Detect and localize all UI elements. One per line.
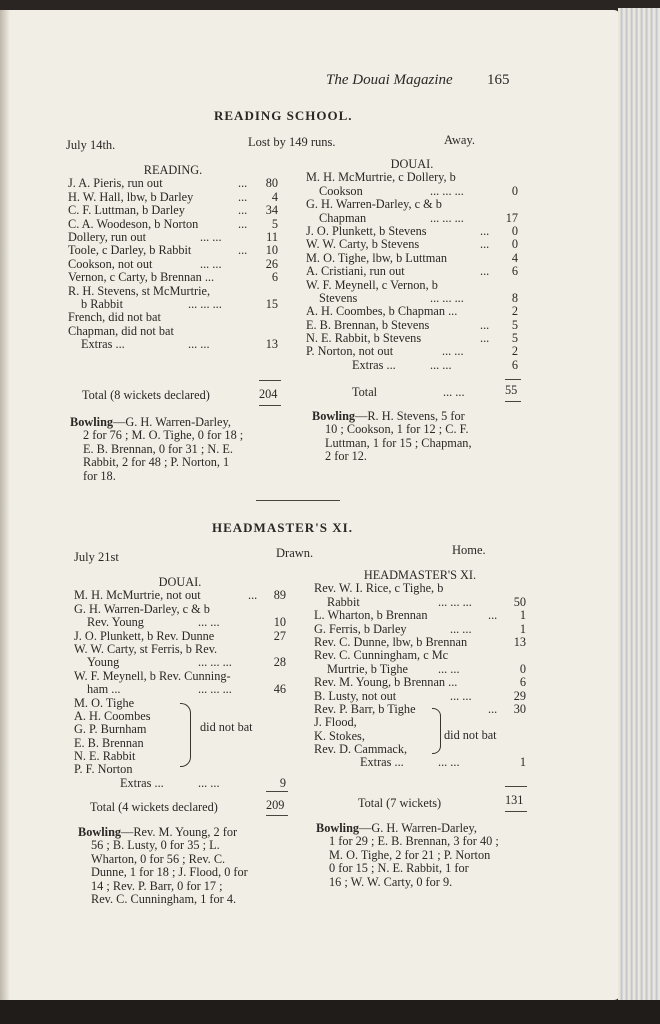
team-name: DOUAI. [158,575,202,589]
bowling-line: M. O. Tighe, 2 for 21 ; P. Norton [329,847,491,862]
bowling-label: Bowling [312,409,356,423]
leader-dots: ... ... ... [430,183,464,198]
batting-line [306,185,518,198]
runs-value: 34 [265,203,278,218]
bowling-line: for 18. [83,468,116,483]
batsman-entry: A. H. Coombes, b Chapman ... [306,304,458,319]
bowling-line: Rev. C. Cunningham, 1 for 4. [91,892,237,907]
bowling-line: —G. H. Warren-Darley, [359,821,477,835]
page-number: 165 [487,72,510,88]
batsman-entry: Rev. W. I. Rice, c Tighe, b [314,581,444,596]
batsman-entry: N. E. Rabbit, b Stevens [306,331,422,346]
batting-line [68,258,278,271]
match1-right-innings [306,158,518,372]
leader-dots: ... ... [442,344,464,359]
leader-dots: ... ... ... [430,210,464,225]
batting-line [314,596,526,609]
batting-line [314,756,526,769]
leader-dots: ... [480,317,490,332]
batting-line [74,630,286,643]
match1-right-total-label: Total [352,385,378,399]
batsman-entry: M. O. Tighe, lbw, b Luttman [306,250,447,265]
batting-line [314,743,526,756]
batsman-entry: Rev. C. Dunne, lbw, b Brennan [314,634,468,649]
runs-value: 5 [271,216,278,231]
runs-value: 5 [511,317,518,332]
runs-value: 0 [519,661,526,676]
runs-value: 4 [271,189,278,204]
batting-line [74,589,286,602]
bowling-line: Wharton, 0 for 56 ; Rev. C. [91,851,226,866]
batsman-entry: Rabbit [327,594,360,609]
batting-line [68,338,278,351]
batting-line [74,656,286,669]
batting-line [74,777,286,790]
runs-value: 9 [279,775,286,790]
bowling-line: 10 ; Cookson, 1 for 12 ; C. F. [325,422,469,437]
batting-line [306,252,518,265]
runs-value: 80 [265,176,278,191]
runs-value: 46 [273,682,286,697]
bowling-line: Luttman, 1 for 15 ; Chapman, [325,435,472,450]
batting-line [68,204,278,217]
batsman-entry: W. F. Meynell, b Rev. Cunning- [74,668,231,683]
batsman-entry: G. H. Warren-Darley, c & b [306,197,442,212]
runs-value: 6 [519,675,526,690]
batsman-entry: L. Wharton, b Brennan [314,608,428,623]
batsman-entry: Rev. D. Cammack, [314,742,408,757]
batsman-entry: C. A. Woodeson, b Norton [68,216,199,231]
batsman-entry: N. E. Rabbit [74,749,136,764]
batsman-entry: W. W. Carty, b Stevens [306,237,420,252]
leader-dots: ... ... [200,256,222,271]
bowling-line: —G. H. Warren-Darley, [113,415,231,429]
batting-line [306,332,518,345]
batting-line [74,616,286,629]
bowling-line: Rabbit, 2 for 48 ; P. Norton, 1 [83,455,230,470]
batting-line [314,636,526,649]
batsman-entry: Rev. Young [87,615,144,630]
match2-right-bowling [316,822,528,889]
leader-dots: ... [248,588,258,603]
batsman-entry: M. H. McMurtrie, not out [74,588,201,603]
leader-dots: ... [488,701,498,716]
bowling-line: 2 for 12. [325,449,368,464]
batsman-entry: K. Stokes, [314,728,365,743]
batsman-entry: B. Lusty, not out [314,688,397,703]
batsman-entry: Chapman [319,210,367,225]
total-rule [259,405,281,406]
page-edge [618,8,660,1002]
batting-line [306,265,518,278]
did-not-bat-bracket [180,703,191,767]
match1-result: Lost by 149 runs. [248,135,336,149]
runs-value: 15 [265,296,278,311]
batsman-entry: M. O. Tighe [74,695,135,710]
batsman-entry: W. F. Meynell, c Vernon, b [306,277,438,292]
match2-left-total-label: Total (4 wickets declared) [90,800,218,814]
match2-right-total: 131 [505,793,524,807]
batsman-entry: J. O. Plunkett, b Stevens [306,223,427,238]
batting-line [306,292,518,305]
match2-right-dnb: did not bat [444,728,497,742]
batting-line [314,663,526,676]
runs-value: 89 [273,588,286,603]
batsman-entry: A. Cristiani, run out [306,264,405,279]
leader-dots: ... [238,243,248,258]
batting-line [306,238,518,251]
batting-line [306,319,518,332]
leader-dots: ... ... ... [198,682,232,697]
batsman-entry: Vernon, c Carty, b Brennan ... [68,270,215,285]
batsman-entry: Toole, c Darley, b Rabbit [68,243,192,258]
leader-dots: ... ... [438,661,460,676]
leader-dots: ... [480,237,490,252]
runs-value: 6 [271,270,278,285]
runs-value: 11 [266,229,278,244]
leader-dots: ... ... ... [188,296,222,311]
runs-value: 1 [519,621,526,636]
batting-line [74,643,286,656]
batsman-entry: Dollery, run out [68,229,147,244]
batsman-entry: French, did not bat [68,310,161,325]
batting-line [74,683,286,696]
match1-title: READING SCHOOL. [214,108,353,123]
batting-line [74,670,286,683]
leader-dots: ... ... [198,775,220,790]
batting-line [68,298,278,311]
runs-value: 6 [511,264,518,279]
team-name: HEADMASTER'S XI. [363,568,477,582]
batsman-entry: G. Ferris, b Darley [314,621,407,636]
did-not-bat-bracket [432,708,441,754]
batting-line [68,325,278,338]
batting-line [68,218,278,231]
batting-line [314,690,526,703]
batsman-entry: A. H. Coombes [74,708,151,723]
batsman-entry: J. O. Plunkett, b Rev. Dunne [74,628,215,643]
batting-line [68,177,278,190]
leader-dots: ... [238,189,248,204]
total-rule [505,379,521,380]
runs-value: 28 [273,655,286,670]
match1-date: July 14th. [66,138,116,152]
runs-value: 26 [265,256,278,271]
background-band [0,1000,660,1024]
batting-line [68,191,278,204]
bowling-line: Dunne, 1 for 18 ; J. Flood, 0 for [91,865,248,880]
match1-left-total: 204 [259,387,278,401]
batsman-entry: Extras ... [81,337,125,352]
match2-left-bowling [78,826,290,906]
batsman-entry: E. B. Brennan [74,735,144,750]
match1-right-total-dots: ... ... [443,385,465,399]
batting-line [314,676,526,689]
batting-line [314,649,526,662]
batsman-entry: G. H. Warren-Darley, c & b [74,601,210,616]
batsman-entry: J. Flood, [314,715,357,730]
batting-line [314,623,526,636]
runs-value: 0 [511,223,518,238]
bowling-label: Bowling [70,415,114,429]
leader-dots: ... ... [188,337,210,352]
batsman-entry: Extras ... [360,755,404,770]
batsman-entry: Stevens [319,290,358,305]
batsman-entry: Extras ... [352,357,396,372]
gutter-shadow [0,10,10,1000]
match1-left-total-label: Total (8 wickets declared) [82,388,210,402]
leader-dots: ... [238,203,248,218]
batsman-entry: Extras ... [120,775,164,790]
bowling-line: 0 for 15 ; N. E. Rabbit, 1 for [329,861,469,876]
batting-line [314,609,526,622]
bowling-line: 14 ; Rev. P. Barr, 0 for 17 ; [91,878,223,893]
leader-dots: ... ... [450,621,472,636]
leader-dots: ... ... ... [198,655,232,670]
batsman-entry: Young [87,655,120,670]
batsman-entry: H. W. Hall, lbw, b Darley [68,189,194,204]
batting-line [68,244,278,257]
total-rule [259,380,281,381]
runs-value: 6 [511,357,518,372]
batsman-entry: W. W. Carty, st Ferris, b Rev. [74,641,218,656]
batting-line [306,198,518,211]
leader-dots: ... ... ... [438,594,472,609]
runs-value: 13 [265,337,278,352]
leader-dots: ... [238,176,248,191]
leader-dots: ... ... [450,688,472,703]
batsman-entry: J. A. Pieris, run out [68,176,163,191]
runs-value: 0 [511,183,518,198]
batting-line [68,271,278,284]
batsman-entry: Rev. P. Barr, b Tighe [314,701,416,716]
bowling-line: —R. H. Stevens, 5 for [355,409,465,423]
batting-line [68,311,278,324]
bowling-label: Bowling [78,825,122,839]
batting-line [314,703,526,716]
bowling-line: 16 ; W. W. Carty, 0 for 9. [329,874,453,889]
batsman-entry: ham ... [87,682,121,697]
leader-dots: ... ... [198,615,220,630]
batsman-entry: Cookson, not out [68,256,153,271]
batsman-entry: M. H. McMurtrie, c Dollery, b [306,170,456,185]
batting-line [68,231,278,244]
batting-line [306,305,518,318]
batting-line [306,359,518,372]
batting-line [68,285,278,298]
runs-value: 5 [511,331,518,346]
batting-line [306,225,518,238]
batting-line [306,212,518,225]
match1-right-total: 55 [505,383,518,397]
match2-right-total-label: Total (7 wickets) [358,796,442,810]
match2-result: Drawn. [276,546,314,560]
match2-title: HEADMASTER'S XI. [212,520,353,535]
runs-value: 30 [513,701,526,716]
leader-dots: ... [480,264,490,279]
runs-value: 13 [513,634,526,649]
batting-line [306,171,518,184]
leader-dots: ... [488,608,498,623]
runs-value: 50 [513,594,526,609]
batsman-entry: Rev. M. Young, b Brennan ... [314,675,458,690]
leader-dots: ... ... [200,229,222,244]
leader-dots: ... ... [430,357,452,372]
runs-value: 10 [265,243,278,258]
section-divider [256,500,340,501]
match2-left-dnb: did not bat [200,720,253,734]
runs-value: 2 [511,304,518,319]
total-rule [505,811,527,812]
team-name: READING. [143,163,203,177]
bowling-line: 56 ; B. Lusty, 0 for 35 ; L. [91,838,220,853]
batsman-entry: Rev. C. Cunningham, c Mc [314,648,449,663]
leader-dots: ... ... [438,755,460,770]
runs-value: 2 [511,344,518,359]
match2-left-total: 209 [266,798,285,812]
match1-venue: Away. [444,133,476,147]
team-name: DOUAI. [390,157,434,171]
runs-value: 17 [505,210,518,225]
total-rule [505,786,527,787]
batsman-entry: C. F. Luttman, b Darley [68,203,185,218]
batsman-entry: Chapman, did not bat [68,323,174,338]
runs-value: 29 [513,688,526,703]
match2-venue: Home. [452,543,486,557]
leader-dots: ... [480,331,490,346]
match1-right-bowling [312,410,522,464]
total-rule [505,401,521,402]
batting-line [306,345,518,358]
batsman-entry: E. B. Brennan, b Stevens [306,317,430,332]
runs-value: 1 [519,755,526,770]
bowling-label: Bowling [316,821,360,835]
batsman-entry: R. H. Stevens, st McMurtrie, [68,283,211,298]
batsman-entry: Cookson [319,183,363,198]
batsman-entry: G. P. Burnham [74,722,147,737]
batsman-entry: b Rabbit [81,296,124,311]
batting-line [306,279,518,292]
batting-line [74,603,286,616]
bowling-line: E. B. Brennan, 0 for 31 ; N. E. [83,441,233,456]
runs-value: 10 [273,615,286,630]
match1-left-bowling [70,416,278,483]
running-header-title: The Douai Magazine [326,72,453,88]
bowling-line: 1 for 29 ; E. B. Brennan, 3 for 40 ; [329,834,499,849]
bowling-line: —Rev. M. Young, 2 for [121,825,238,839]
leader-dots: ... ... ... [430,290,464,305]
batting-line [314,582,526,595]
runs-value: 0 [511,237,518,252]
leader-dots: ... [238,216,248,231]
batsman-entry: P. F. Norton [74,762,133,777]
total-rule [266,815,288,816]
runs-value: 4 [511,250,518,265]
total-rule [266,791,288,792]
runs-value: 8 [511,290,518,305]
batsman-entry: P. Norton, not out [306,344,394,359]
match2-date: July 21st [74,550,119,564]
bowling-line: 2 for 76 ; M. O. Tighe, 0 for 18 ; [83,428,244,443]
runs-value: 27 [273,628,286,643]
runs-value: 1 [519,608,526,623]
leader-dots: ... [480,223,490,238]
batsman-entry: Murtrie, b Tighe [327,661,408,676]
match1-left-innings [68,164,278,351]
